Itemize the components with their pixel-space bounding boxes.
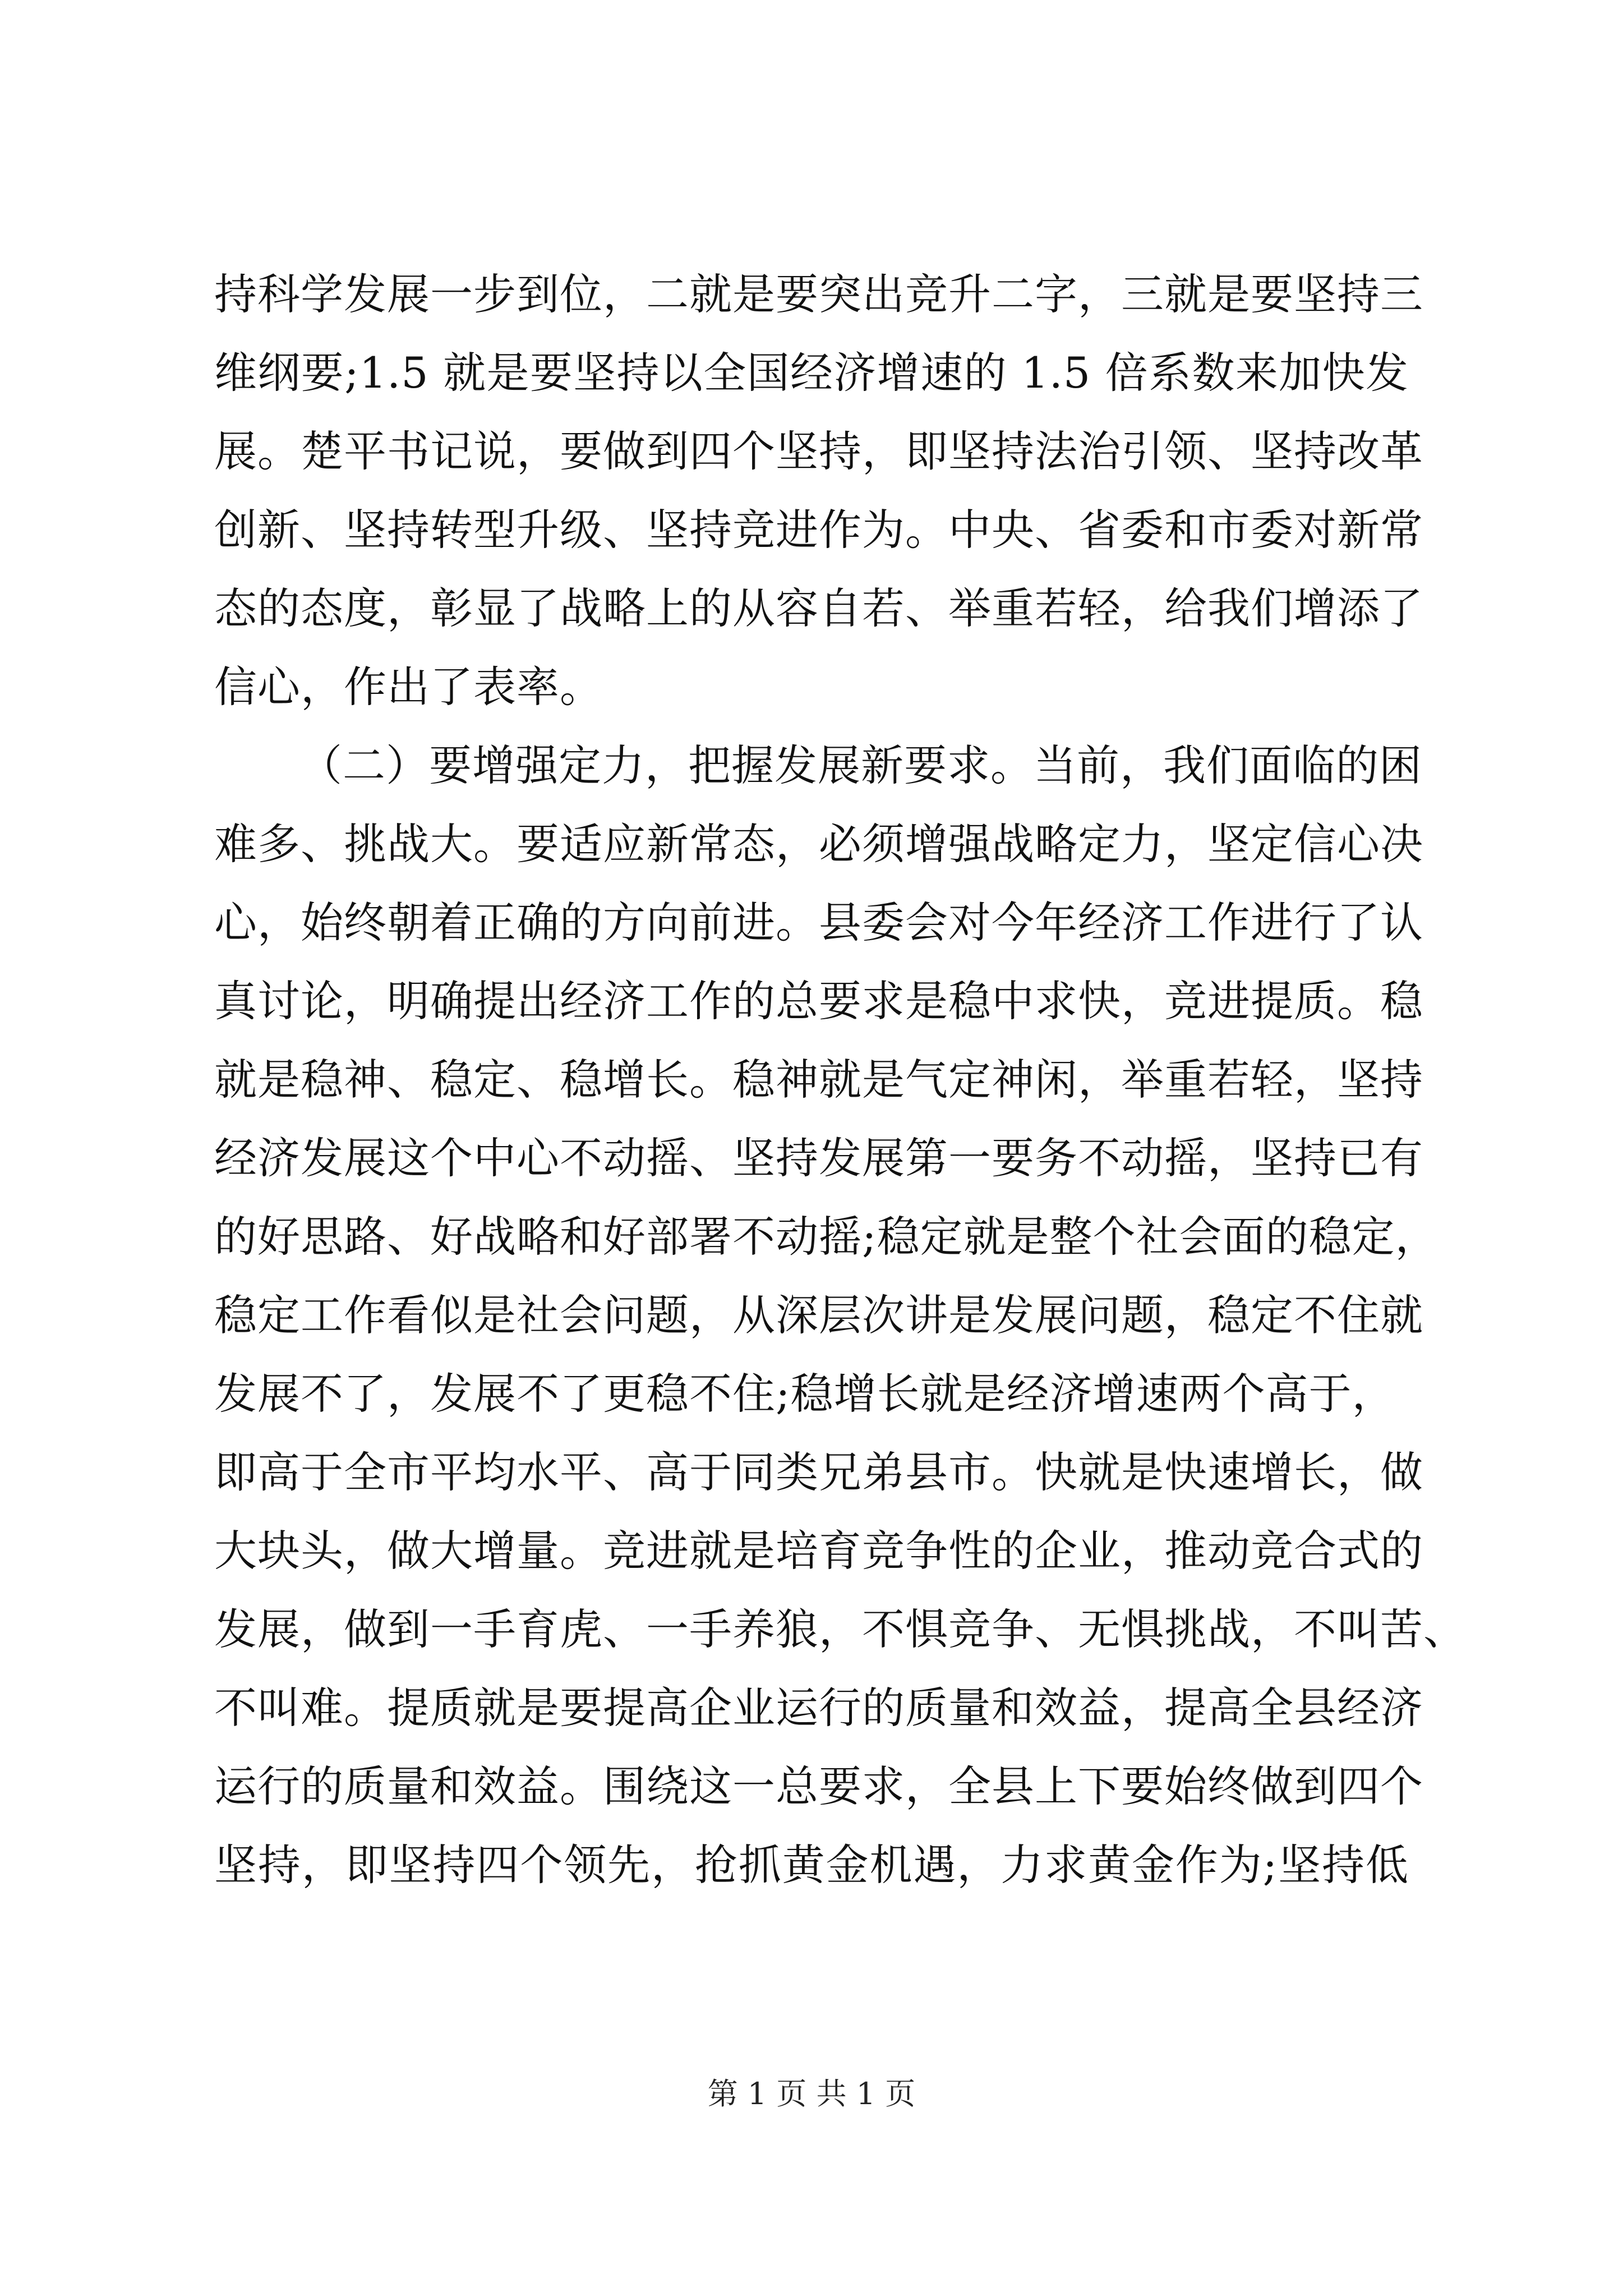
text-line: 不叫难。提质就是要提高企业运行的质量和效益，提高全县经济 — [214, 1683, 1423, 1733]
text-line: 信心，作出了表率。 — [214, 662, 603, 712]
text-line: 难多、挑战大。要适应新常态，必须增强战略定力，坚定信心决 — [214, 819, 1423, 869]
text-line: 态的态度，彰显了战略上的从容自若、举重若轻，给我们增添了 — [214, 583, 1423, 633]
text-line: 大块头，做大增量。竞进就是培育竞争性的企业，推动竞合式的 — [214, 1526, 1423, 1576]
text-line: 经济发展这个中心不动摇、坚持发展第一要务不动摇，坚持已有 — [214, 1133, 1423, 1183]
text-line: 持科学发展一步到位，二就是要突出竞升二字，三就是要坚持三 — [214, 269, 1423, 319]
text-line: 心，始终朝着正确的方向前进。县委会对今年经济工作进行了认 — [214, 898, 1423, 947]
text-line: 创新、坚持转型升级、坚持竞进作为。中央、省委和市委对新常 — [214, 505, 1423, 555]
text-line: 维纲要;1.5 就是要坚持以全国经济增速的 1.5 倍系数来加快发 — [214, 348, 1409, 398]
text-line: 的好思路、好战略和好部署不动摇;稳定就是整个社会面的稳定， — [214, 1212, 1438, 1262]
text-line: 稳定工作看似是社会问题，从深层次讲是发展问题，稳定不住就 — [214, 1290, 1423, 1340]
text-line: 运行的质量和效益。围绕这一总要求，全县上下要始终做到四个 — [214, 1761, 1423, 1811]
text-line: 坚持，即坚持四个领先，抢抓黄金机遇，力求黄金作为;坚持低 — [214, 1840, 1409, 1890]
text-line: 发展，做到一手育虎、一手养狼，不惧竞争、无惧挑战，不叫苦、 — [214, 1604, 1467, 1654]
body-text — [214, 255, 1467, 1904]
paragraph-start-line: （二）要增强定力，把握发展新要求。当前，我们面临的困 — [299, 740, 1422, 790]
text-line: 就是稳神、稳定、稳增长。稳神就是气定神闲，举重若轻，坚持 — [214, 1055, 1423, 1105]
text-line: 真讨论，明确提出经济工作的总要求是稳中求快，竞进提质。稳 — [214, 976, 1423, 1026]
text-line: 发展不了，发展不了更稳不住;稳增长就是经济增速两个高于， — [214, 1369, 1395, 1419]
text-line: 即高于全市平均水平、高于同类兄弟县市。快就是快速增长，做 — [214, 1447, 1423, 1497]
text-line: 展。楚平书记说，要做到四个坚持，即坚持法治引领、坚持改革 — [214, 426, 1423, 476]
page-number-footer: 第 1 页 共 1 页 — [707, 2076, 916, 2111]
